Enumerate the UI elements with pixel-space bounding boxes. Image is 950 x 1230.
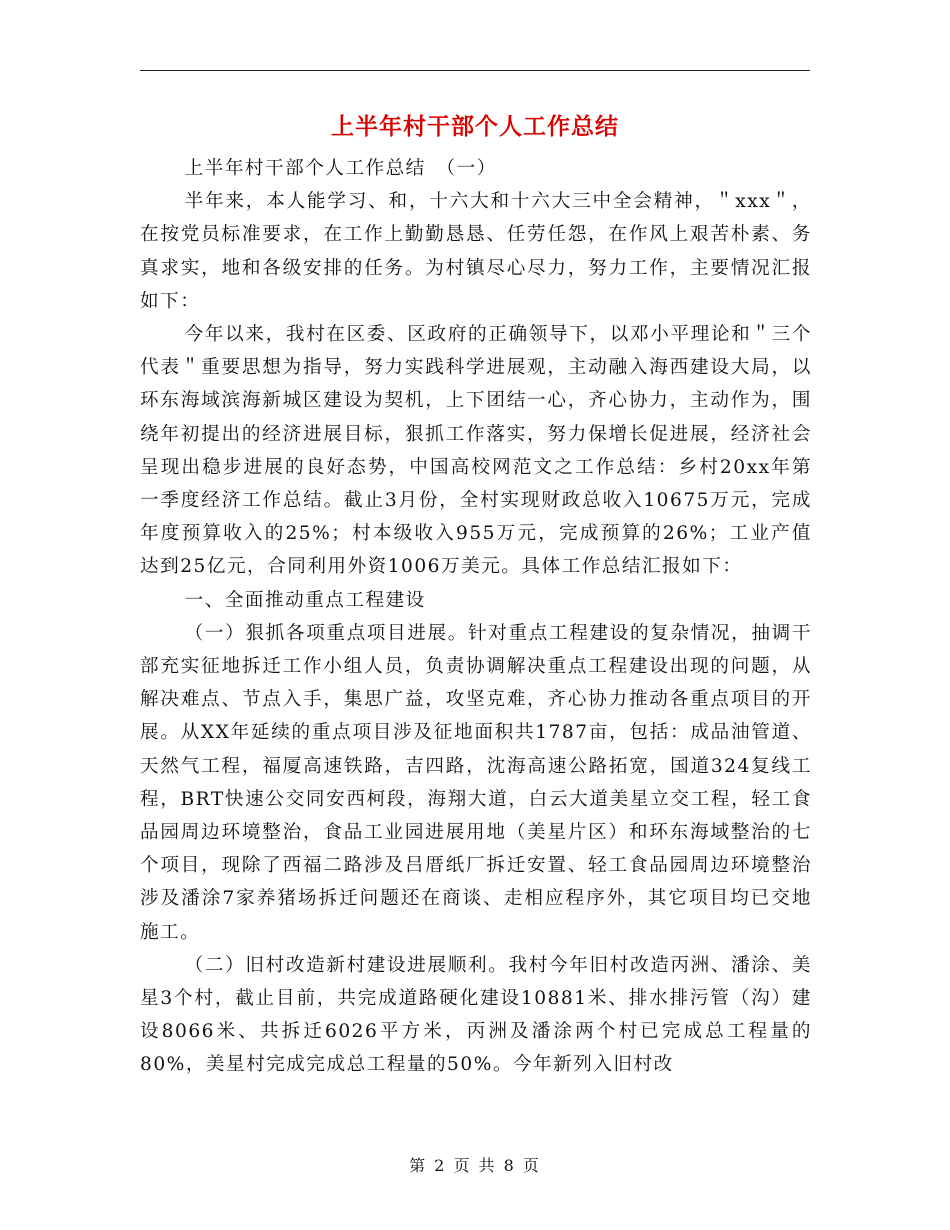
- document-body: [140, 152, 812, 1082]
- document-title: 上半年村干部个人工作总结: [331, 114, 619, 140]
- paragraph-village-renewal: （二）旧村改造新村建设进展顺利。我村今年旧村改造丙洲、潘涂、美星3个村，截止目前，共完成道路硬化建设10881米、排水排污管（沟）建设8066米、共拆迁6026平方米，丙洲及潘涂两个村已完成总工程量的80%，美星村完成完成总工程量的50%。今年新列入旧村改: [140, 954, 812, 1076]
- paragraph-overview: 今年以来，我村在区委、区政府的正确领导下，以邓小平理论和＂三个代表＂重要思想为指导，努力实践科学进展观，主动融入海西建设大局，以环东海域滨海新城区建设为契机，上下团结一心，齐心协力，主动作为，围绕年初提出的经济进展目标，狠抓工作落实，努力保增长促进展，经济社会呈现出稳步进展的良好态势，中国高校网范文之工作总结：乡村20xx年第一季度经济工作总结。截止3月份，全村实现财政总收入10675万元，完成年度预算收入的25%；村本级收入955万元，完成预算的26%；工业产值达到25亿元，合同利用外资1006万美元。具体工作总结汇报如下：: [140, 324, 812, 578]
- paragraph-intro: 半年来，本人能学习、和，十六大和十六大三中全会精神，＂xxx＂，在按党员标准要求，在工作上勤勤恳恳、任劳任怨，在作风上艰苦朴素、务真求实，地和各级安排的任务。为村镇尽心尽力，努力工作，主要情况汇报如下：: [140, 191, 812, 312]
- paragraph-subtitle: 上半年村干部个人工作总结 （一）: [184, 158, 497, 179]
- page-number-footer: 第 2 页 共 8 页: [409, 1156, 541, 1175]
- header-rule: [140, 70, 810, 71]
- section-heading: 一、全面推动重点工程建设: [184, 589, 426, 611]
- paragraph-key-projects: （一）狠抓各项重点项目进展。针对重点工程建设的复杂情况，抽调干部充实征地拆迁工作小组人员，负责协调解决重点工程建设出现的问题，从解决难点、节点入手，集思广益，攻坚克难，齐心协力推动各重点项目的开展。从XX年延续的重点项目涉及征地面积共1787亩，包括：成品油管道、天然气工程，福厦高速铁路，吉四路，沈海高速公路拓宽，国道324复线工程，BRT快速公交同安西柯段，海翔大道，白云大道美星立交工程，轻工食品园周边环境整治，食品工业园进展用地（美星片区）和环东海域整治的七个项目，现除了西福二路涉及吕厝纸厂拆迁安置、轻工食品园周边环境整治涉及潘涂7家养猪场拆迁问题还在商谈、走相应程序外，其它项目均已交地施工。: [140, 622, 812, 943]
